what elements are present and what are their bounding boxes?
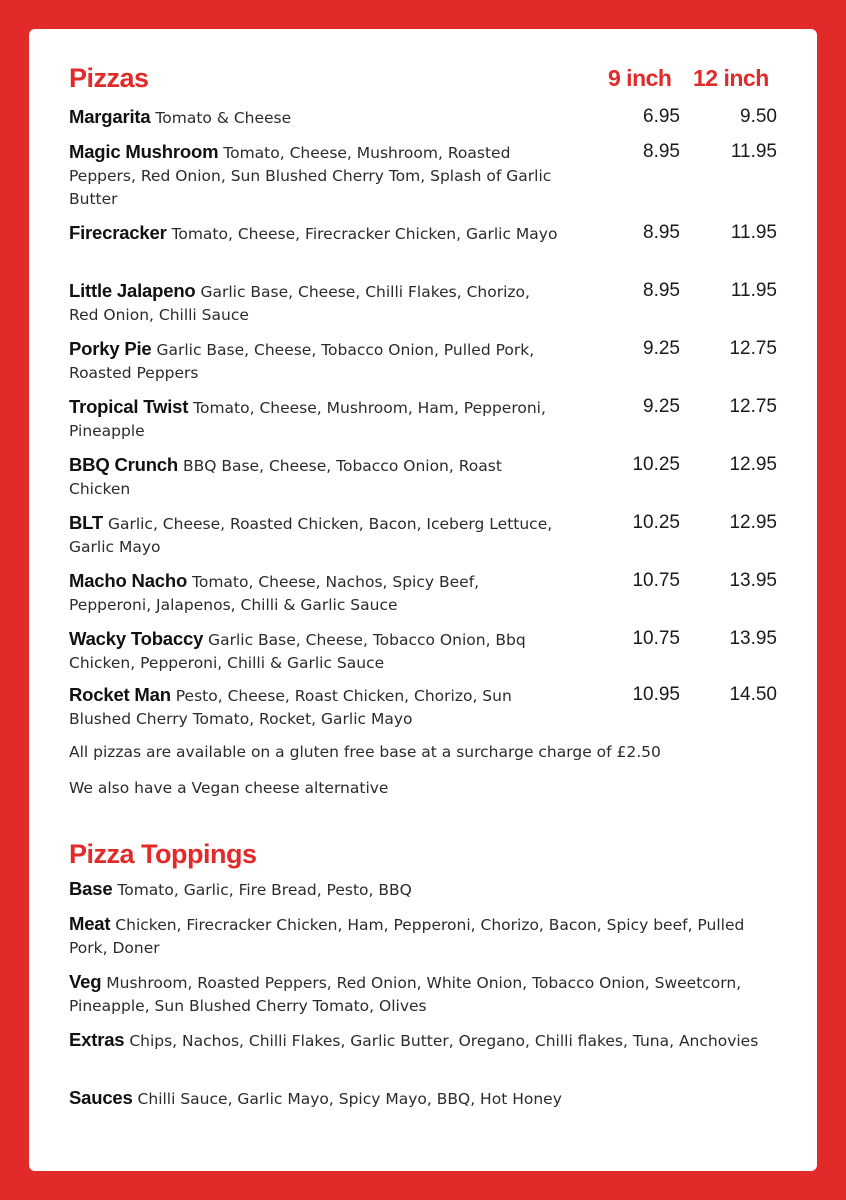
pizza-item [69, 221, 779, 279]
pizza-name: BLT [69, 512, 103, 533]
price-12-inch: 9.50 [740, 106, 777, 127]
pizza-desc: Tomato, Cheese, Mushroom, Ham, Pepperoni, Pineapple [69, 399, 546, 440]
pizza-item [69, 105, 779, 140]
pizza-item [69, 395, 779, 453]
topping-desc: Chips, Nachos, Chilli Flakes, Garlic Butter, Oregano, Chilli flakes, Tuna, Anchovies [129, 1032, 759, 1050]
pizza-item [69, 140, 779, 221]
price-9-inch: 10.75 [632, 628, 680, 649]
price-12-inch: 14.50 [729, 684, 777, 705]
price-12-inch: 11.95 [730, 222, 777, 243]
pizza-item [69, 627, 779, 683]
topping-desc: Chicken, Firecracker Chicken, Ham, Pepperoni, Chorizo, Bacon, Spicy beef, Pulled Pork, Doner [69, 916, 745, 957]
topping-name: Meat [69, 913, 111, 934]
topping-name: Veg [69, 971, 102, 992]
price-9-inch: 8.95 [643, 141, 680, 162]
pizza-item [69, 337, 779, 395]
price-12-inch: 13.95 [729, 570, 777, 591]
price-12-inch: 12.95 [729, 512, 777, 533]
col-9-inch-header: 9 inch [608, 65, 672, 91]
price-12-inch: 12.95 [729, 454, 777, 475]
pizza-list [69, 105, 779, 733]
pizza-toppings-title: Pizza Toppings [69, 839, 257, 869]
price-9-inch: 8.95 [643, 222, 680, 243]
price-9-inch: 10.75 [632, 570, 680, 591]
pizza-name: Magic Mushroom [69, 141, 219, 162]
pizza-item [69, 569, 779, 627]
price-12-inch: 13.95 [729, 628, 777, 649]
topping-row-sauces [69, 1086, 769, 1121]
price-9-inch: 9.25 [643, 338, 680, 359]
topping-row-meat [69, 912, 769, 970]
topping-desc: Chilli Sauce, Garlic Mayo, Spicy Mayo, BBQ, Hot Honey [137, 1090, 562, 1108]
pizza-desc: Garlic Base, Cheese, Tobacco Onion, Bbq Chicken, Pepperoni, Chilli & Garlic Sauce [69, 631, 526, 672]
topping-desc: Mushroom, Roasted Peppers, Red Onion, White Onion, Tobacco Onion, Sweetcorn, Pineapple, Sun Blushed Cherry Tomato, Olives [69, 974, 742, 1015]
pizza-item [69, 683, 779, 733]
pizza-name: Firecracker [69, 222, 167, 243]
topping-row-extras [69, 1028, 769, 1086]
pizza-name: Macho Nacho [69, 570, 188, 591]
pizza-name: Margarita [69, 106, 151, 127]
pizza-desc: Tomato, Cheese, Mushroom, Roasted Peppers, Red Onion, Sun Blushed Cherry Tom, Splash of Garlic Butter [69, 144, 552, 208]
topping-row-base [69, 877, 769, 912]
pizza-desc: Tomato, Cheese, Firecracker Chicken, Garlic Mayo [171, 225, 558, 243]
pizza-item [69, 511, 779, 569]
pizza-desc: Tomato & Cheese [155, 109, 292, 127]
price-12-inch: 12.75 [729, 338, 777, 359]
topping-name: Sauces [69, 1087, 133, 1108]
price-12-inch: 12.75 [729, 396, 777, 417]
pizza-desc: Garlic, Cheese, Roasted Chicken, Bacon, Iceberg Lettuce, Garlic Mayo [69, 515, 553, 556]
pizza-name: Little Jalapeno [69, 280, 196, 301]
pizza-desc: Garlic Base, Cheese, Chilli Flakes, Chorizo, Red Onion, Chilli Sauce [69, 283, 530, 324]
pizza-desc: BBQ Base, Cheese, Tobacco Onion, Roast Chicken [69, 457, 502, 498]
toppings-list [69, 877, 769, 1121]
price-9-inch: 10.95 [632, 684, 680, 705]
topping-desc: Tomato, Garlic, Fire Bread, Pesto, BBQ [117, 881, 412, 899]
price-12-inch: 11.95 [730, 280, 777, 301]
menu-card [29, 29, 817, 1171]
pizza-name: Wacky Tobaccy [69, 628, 204, 649]
pizza-name: Tropical Twist [69, 396, 189, 417]
col-12-inch-header: 12 inch [693, 65, 769, 91]
pizza-desc: Pesto, Cheese, Roast Chicken, Chorizo, Sun Blushed Cherry Tomato, Rocket, Garlic Mayo [69, 687, 512, 728]
vegan-note: We also have a Vegan cheese alternative [69, 779, 389, 797]
topping-row-veg [69, 970, 769, 1028]
pizza-desc: Tomato, Cheese, Nachos, Spicy Beef, Pepperoni, Jalapenos, Chilli & Garlic Sauce [69, 573, 480, 614]
pizza-name: Rocket Man [69, 684, 171, 705]
pizza-name: BBQ Crunch [69, 454, 179, 475]
price-9-inch: 10.25 [632, 512, 680, 533]
pizza-item [69, 453, 779, 511]
price-9-inch: 8.95 [643, 280, 680, 301]
pizza-item [69, 279, 779, 337]
price-12-inch: 11.95 [730, 141, 777, 162]
price-9-inch: 6.95 [643, 106, 680, 127]
topping-name: Extras [69, 1029, 125, 1050]
gluten-free-note: All pizzas are available on a gluten free base at a surcharge charge of £2.50 [69, 743, 661, 761]
price-9-inch: 9.25 [643, 396, 680, 417]
price-9-inch: 10.25 [632, 454, 680, 475]
topping-name: Base [69, 878, 113, 899]
pizza-desc: Garlic Base, Cheese, Tobacco Onion, Pulled Pork, Roasted Peppers [69, 341, 535, 382]
pizza-name: Porky Pie [69, 338, 152, 359]
pizzas-title: Pizzas [69, 63, 149, 93]
